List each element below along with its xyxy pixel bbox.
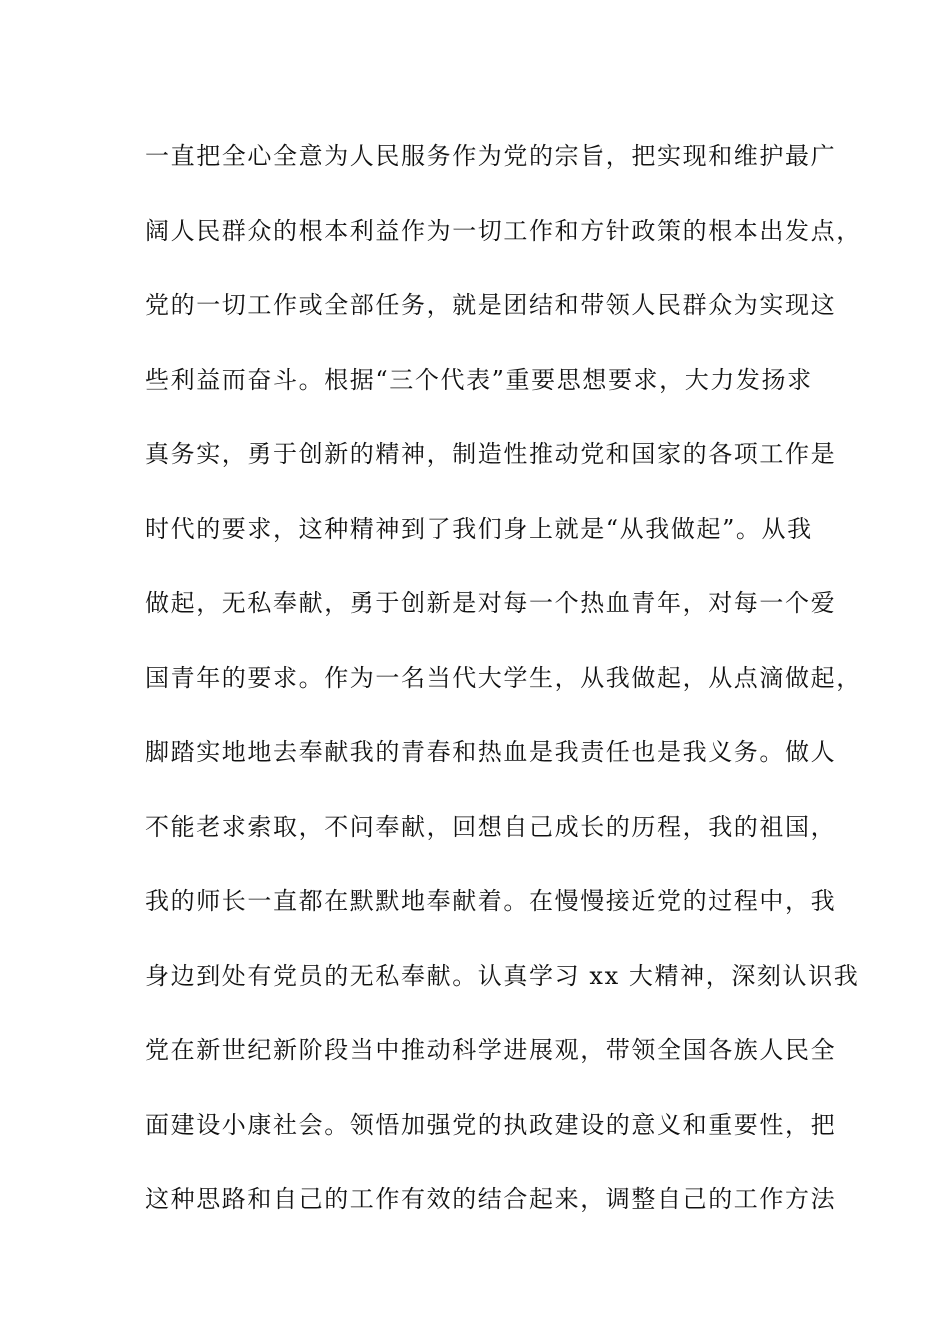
text-line: 时代的要求，这种精神到了我们身上就是“从我做起”。从我 (145, 514, 813, 543)
text-line: 我的师长一直都在默默地奉献着。在慢慢接近党的过程中，我 (145, 887, 837, 915)
text-line: 做起，无私奉献，勇于创新是对每一个热血青年，对每一个爱 (145, 589, 837, 617)
text-line: 脚踏实地地去奉献我的青春和热血是我责任也是我义务。做人 (145, 738, 837, 766)
text-line: 党在新世纪新阶段当中推动科学进展观，带领全国各族人民全 (145, 1036, 837, 1064)
text-line: 这种思路和自己的工作有效的结合起来，调整自己的工作方法 (145, 1185, 837, 1213)
text-line: 一直把全心全意为人民服务作为党的宗旨，把实现和维护最广 (145, 142, 837, 170)
text-line: 国青年的要求。作为一名当代大学生，从我做起，从点滴做起， (145, 663, 862, 692)
body-text (145, 134, 862, 1252)
text-line: 些利益而奋斗。根据“三个代表”重要思想要求，大力发扬求 (145, 365, 813, 394)
text-line: 面建设小康社会。领悟加强党的执政建设的意义和重要性，把 (145, 1110, 837, 1139)
text-line: 真务实，勇于创新的精神，制造性推动党和国家的各项工作是 (145, 440, 837, 468)
text-line: 党的一切工作或全部任务，就是团结和带领人民群众为实现这 (145, 291, 837, 319)
text-line: 不能老求索取，不问奉献，回想自己成长的历程，我的祖国， (145, 812, 837, 841)
text-line: 身边到处有党员的无私奉献。认真学习 xx 大精神，深刻认识我 (145, 961, 860, 990)
text-line: 阔人民群众的根本利益作为一切工作和方针政策的根本出发点， (145, 216, 862, 245)
